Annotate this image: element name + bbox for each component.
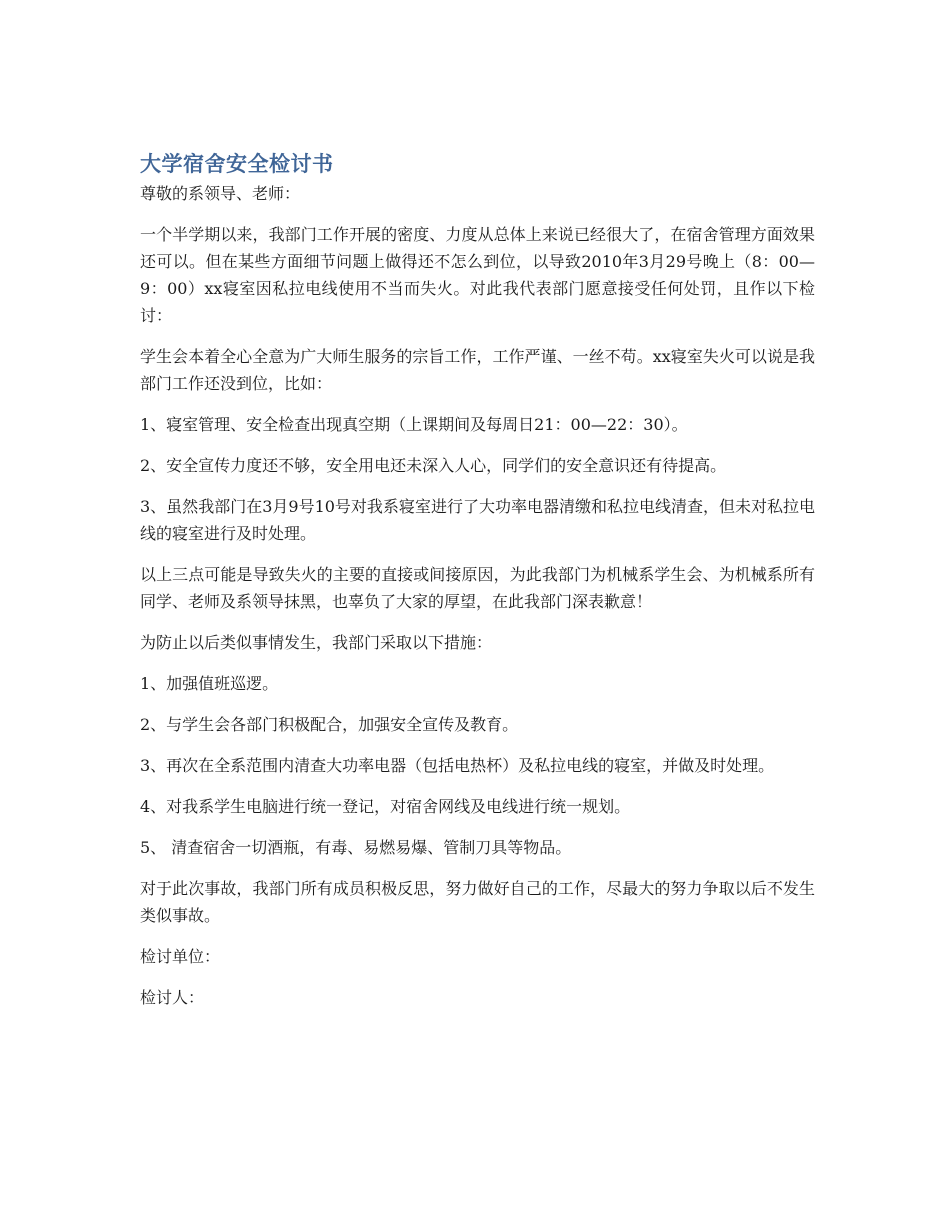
list-item-measure-3: 3、再次在全系范围内清查大功率电器（包括电热杯）及私拉电线的寝室，并做及时处理。 <box>140 756 775 775</box>
paragraph-intro: 一个半学期以来，我部门工作开展的密度、力度从总体上来说已经很大了，在宿舍管理方面效果还可以。但在某些方面细节问题上做得还不怎么到位，以导致2010年3月29号晚上（8：00—9：00）xx寝室因私拉电线使用不当而失火。对此我代表部门愿意接受任何处罚，且作以下检讨： <box>140 225 815 325</box>
paragraph-conclusion: 对于此次事故，我部门所有成员积极反思，努力做好自己的工作，尽最大的努力争取以后不发生类似事故。 <box>140 879 815 925</box>
list-item-reason-3: 3、虽然我部门在3月9号10号对我系寝室进行了大功率电器清缴和私拉电线清查，但未对私拉电线的寝室进行及时处理。 <box>140 497 815 543</box>
list-item-measure-5: 5、 清查宿舍一切酒瓶，有毒、易燃易爆、管制刀具等物品。 <box>140 838 572 857</box>
document-page <box>140 148 815 1025</box>
paragraph-student-union: 学生会本着全心全意为广大师生服务的宗旨工作，工作严谨、一丝不苟。xx寝室失火可以说是我部门工作还没到位，比如： <box>140 347 815 393</box>
document-title: 大学宿舍安全检讨书 <box>140 152 334 176</box>
paragraph-apology: 以上三点可能是导致失火的主要的直接或间接原因，为此我部门为机械系学生会、为机械系所有同学、老师及系领导抹黑，也辜负了大家的厚望，在此我部门深表歉意！ <box>140 565 815 611</box>
signature-person: 检讨人： <box>140 988 205 1007</box>
signature-unit: 检讨单位： <box>140 947 221 966</box>
salutation: 尊敬的系领导、老师： <box>140 184 301 203</box>
paragraph-measures-intro: 为防止以后类似事情发生，我部门采取以下措施： <box>140 633 493 652</box>
list-item-reason-1: 1、寝室管理、安全检查出现真空期（上课期间及每周日21：00—22：30）。 <box>140 415 688 434</box>
list-item-reason-2: 2、安全宣传力度还不够，安全用电还未深入人心，同学们的安全意识还有待提高。 <box>140 456 727 475</box>
list-item-measure-1: 1、加强值班巡逻。 <box>140 674 279 693</box>
list-item-measure-4: 4、对我系学生电脑进行统一登记，对宿舍网线及电线进行统一规划。 <box>140 797 631 816</box>
list-item-measure-2: 2、与学生会各部门积极配合，加强安全宣传及教育。 <box>140 715 519 734</box>
